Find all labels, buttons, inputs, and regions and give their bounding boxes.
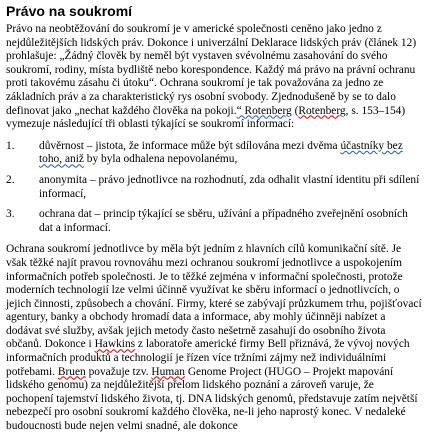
list-item-marked-text: účastníky bez toho, aniž [39,139,403,166]
body-text-c: považuje tzv. [85,365,152,378]
citation-rotenberg-2: Rotenberg [298,104,346,117]
list-item-text-a: důvěrnost – jistota, že informace může být sdílována mezi dvěma [39,139,341,152]
intro-paragraph [6,23,423,132]
name-bruen: Bruen [57,365,86,378]
intro-text-c: , s. 153–154) vymezuje následující tři oblasti týkající se soukromí informací: [6,104,406,131]
body-text-d: Genome Project (HUGO – Projekt mapování lidského genomu) za nejdůležitější přelom lidského poznání a zároveň varuje, že pochopení tajemství lidského života, tj. DNA lidských genomů, představuje zatím největší nebezpečí pro osobní soukromí každého člověka, ne-li jeho naprostý konec. V nedaleké budoucnosti bude nejen velmi snadné, ale dokonce [6,365,418,433]
list-item-text: anonymita – právo jednotlivce na rozhodnutí, zda odhalit vlastní identitu při sdílení informací, [39,173,420,200]
list-item [6,208,423,235]
document-title: Právo na soukromí [6,3,133,19]
list-item-text: ochrana dat – princip týkající se sběru, užívání a případného zveřejnění osobních dat a informací. [39,208,408,234]
list-item-text [39,140,423,167]
name-hawkins: Hawkins [94,338,136,351]
list-item-number: 2. [6,173,15,186]
body-text-b: z laboratoře americké firmy Bell přiznává, že vývoj nových informačních produktů a technologií je řízen více tržními zájmy než individuálními potřebami. [6,338,410,378]
intro-text-b: ( [291,104,299,117]
citation-rotenberg-1: “ Rotenberg [236,104,292,117]
intro-text-a: Právo na neobtěžování do soukromí je v americké společnosti ceněno jako jedno z nejdůležitějších lidských práv. Dokonce i univerzální Deklarace lidských práv (článek 12) prohlašuje: „Žádný člověk by neměl být vystaven svévolnému zasahování do svého soukromí, rodiny, místa bydliště nebo korespondence. Každý má právo na právní ochranu proti takovému zásahu či útoku“. Ochrana soukromí je tak považována za jedno ze základních práv a za charakteristický rys osobní svobody. Zjednodušeně by se to dalo definovat jako „nechat každého člověka na pokoji. [6,23,417,117]
list-item [6,140,423,167]
body-paragraph [6,243,423,433]
list-item-text-b: by byla odhalena nepovolanému, [83,153,238,166]
list-item-number: 1. [6,139,15,152]
body-text-a: Ochrana soukromí jednotlivce by měla být jedním z hlavních cílů komunikační sítě. Je však těžké najít pravou rovnováhu mezi ochranou soukromí jednotlivce a uspokojením informačních potřeb společnosti. Je to těžké zejména v informační společnosti, protože moderních technologií lze velmi účinně využívat ke sběru informací o jednotlivcích, o jejich činnosti, způsobech a chování. Firmy, které se zabývají průzkumem trhu, pojišťovací agentury, banky a obchody hromadí data a informace, aby mohly účinněji nabízet a dodávat své služby, avšak jejich metody často nešetrně zasahují do osobního života občanů. Dokonce i [6,243,422,351]
list-item-number: 3. [6,208,15,221]
privacy-areas-list [6,140,423,236]
list-item [6,174,423,201]
word-human: Human [151,365,185,378]
